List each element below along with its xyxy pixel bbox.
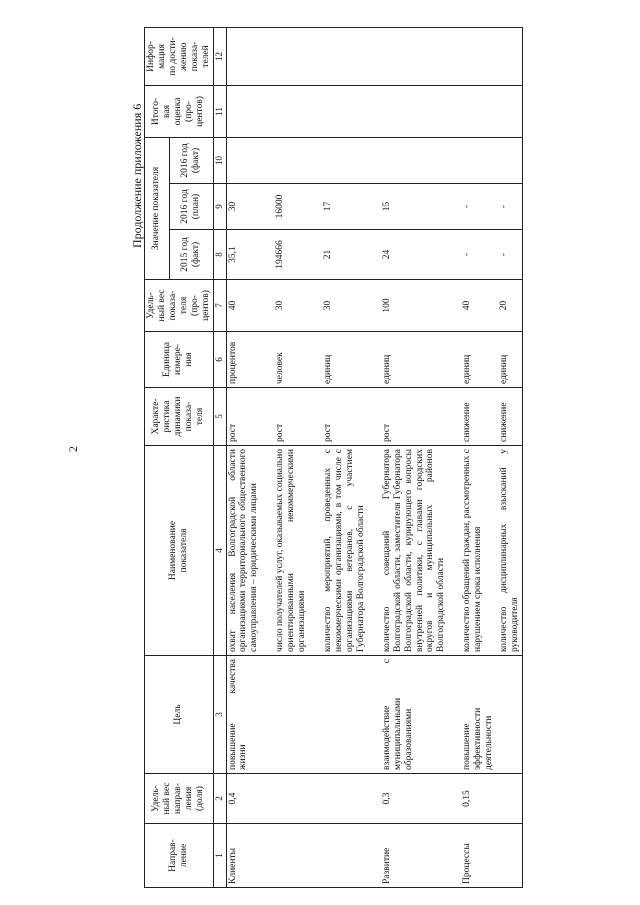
cell-goal: повышение эффективности деятельности [461, 656, 498, 774]
cell-direction [498, 824, 522, 888]
cell-unit: единиц [322, 332, 381, 388]
cell-indicator-weight: 30 [322, 280, 381, 332]
cell-info [381, 27, 462, 85]
cell-indicator: количество обращений граждан, рассмотренных с нарушением срока исполнения [461, 446, 498, 656]
col-number: 11 [213, 85, 226, 137]
cell-indicator: число получателей услуг, оказываемых социально ориентированными некоммерческими организациями [274, 446, 322, 656]
header-direction-weight: Удель- ный вес направ- ления (доля) [145, 774, 214, 824]
cell-direction-weight: 0,4 [226, 774, 274, 824]
cell-total [381, 85, 462, 137]
cell-2015-fact: 35,1 [226, 230, 274, 280]
col-number: 12 [213, 27, 226, 85]
page-number: 2 [66, 446, 80, 452]
cell-goal: взаимодействие с муниципальными образованиями [381, 656, 462, 774]
cell-direction [322, 824, 381, 888]
cell-2016-fact [381, 137, 462, 183]
header-total-score: Итого- вая оценка (про- центов) [145, 85, 214, 137]
cell-2016-fact [274, 137, 322, 183]
cell-indicator-weight: 40 [461, 280, 498, 332]
cell-direction: Развитие [381, 824, 462, 888]
cell-direction-weight [322, 774, 381, 824]
cell-dynamics: снижение [461, 388, 498, 446]
cell-2016-plan: 30 [226, 184, 274, 230]
header-2016-fact: 2016 год (факт) [169, 137, 213, 183]
cell-2015-fact: 194666 [274, 230, 322, 280]
col-number: 9 [213, 184, 226, 230]
table-row [322, 27, 381, 887]
indicators-table [144, 27, 523, 888]
cell-direction-weight [274, 774, 322, 824]
col-number: 3 [213, 656, 226, 774]
cell-info [274, 27, 322, 85]
header-indicator-name: Наименование показателя [145, 446, 214, 656]
cell-2015-fact: 24 [381, 230, 462, 280]
cell-goal [322, 656, 381, 774]
cell-unit: единиц [461, 332, 498, 388]
table-row [226, 27, 274, 887]
cell-2016-fact [226, 137, 274, 183]
table-row [461, 27, 498, 887]
col-number: 10 [213, 137, 226, 183]
cell-direction [274, 824, 322, 888]
cell-2016-plan: - [498, 184, 522, 230]
header-achievement-info: Инфор- мация по дости- жению показа- телей [145, 27, 214, 85]
col-number: 7 [213, 280, 226, 332]
cell-indicator: количество совещаний Губернатора Волгоградской области, заместителя Губернатора Волгоградской области, курирующего вопросы внутренней политики, с главами городских округов и муниципальных районов Волгоградской области [381, 446, 462, 656]
cell-total [274, 85, 322, 137]
cell-indicator: охват населения Волгоградской области организациями территориального общественного самоуправления – юридическими лицами [226, 446, 274, 656]
cell-info [498, 27, 522, 85]
cell-2016-fact [461, 137, 498, 183]
cell-direction-weight: 0,15 [461, 774, 498, 824]
col-number: 2 [213, 774, 226, 824]
cell-goal [274, 656, 322, 774]
cell-2015-fact: - [498, 230, 522, 280]
header-indicator-value: Значение показателя [145, 137, 170, 279]
cell-direction-weight: 0,3 [381, 774, 462, 824]
cell-2016-fact [498, 137, 522, 183]
cell-indicator-weight: 40 [226, 280, 274, 332]
cell-goal [498, 656, 522, 774]
cell-dynamics: рост [274, 388, 322, 446]
cell-unit: единиц [381, 332, 462, 388]
cell-indicator-weight: 100 [381, 280, 462, 332]
cell-2016-plan: 16000 [274, 184, 322, 230]
header-unit: Единица измере- ния [145, 332, 214, 388]
cell-unit: процентов [226, 332, 274, 388]
column-number-row [213, 27, 226, 887]
col-number: 6 [213, 332, 226, 388]
cell-info [226, 27, 274, 85]
cell-total [498, 85, 522, 137]
cell-goal: повышение качества жизни [226, 656, 274, 774]
cell-indicator: количество мероприятий, проведенных с некоммерческими организациями, в том числе с организациями ветеранов, с участием Губернатора Волгоградской области [322, 446, 381, 656]
cell-info [322, 27, 381, 85]
cell-total [226, 85, 274, 137]
header-2015-fact: 2015 год (факт) [169, 230, 213, 280]
table-row [498, 27, 522, 887]
cell-dynamics: рост [381, 388, 462, 446]
header-dynamics: Характе- ристика динамики показа- теля [145, 388, 214, 446]
document-sheet [144, 28, 624, 888]
cell-direction: Клиенты [226, 824, 274, 888]
cell-dynamics: рост [322, 388, 381, 446]
col-number: 1 [213, 824, 226, 888]
header-2016-plan: 2016 год (план) [169, 184, 213, 230]
cell-indicator: количество дисциплинарных взысканий у руководителя [498, 446, 522, 656]
cell-2016-fact [322, 137, 381, 183]
cell-2015-fact: 21 [322, 230, 381, 280]
cell-2016-plan: 15 [381, 184, 462, 230]
col-number: 4 [213, 446, 226, 656]
cell-total [322, 85, 381, 137]
cell-unit: единиц [498, 332, 522, 388]
cell-indicator-weight: 30 [274, 280, 322, 332]
cell-direction-weight [498, 774, 522, 824]
cell-2016-plan: 17 [322, 184, 381, 230]
header-goal: Цель [145, 656, 214, 774]
header-indicator-weight: Удель- ный вес показа- теля (про- центов) [145, 280, 214, 332]
cell-dynamics: рост [226, 388, 274, 446]
cell-direction: Процессы [461, 824, 498, 888]
table-row [274, 27, 322, 887]
cell-indicator-weight: 20 [498, 280, 522, 332]
cell-dynamics: снижение [498, 388, 522, 446]
header-direction: Направ- ление [145, 824, 214, 888]
cell-total [461, 85, 498, 137]
header-row-1 [145, 27, 170, 887]
cell-unit: человек [274, 332, 322, 388]
cell-info [461, 27, 498, 85]
cell-2016-plan: - [461, 184, 498, 230]
col-number: 5 [213, 388, 226, 446]
cell-2015-fact: - [461, 230, 498, 280]
col-number: 8 [213, 230, 226, 280]
table-row [381, 27, 462, 887]
continuation-label: Продолжение приложения 6 [130, 103, 144, 248]
